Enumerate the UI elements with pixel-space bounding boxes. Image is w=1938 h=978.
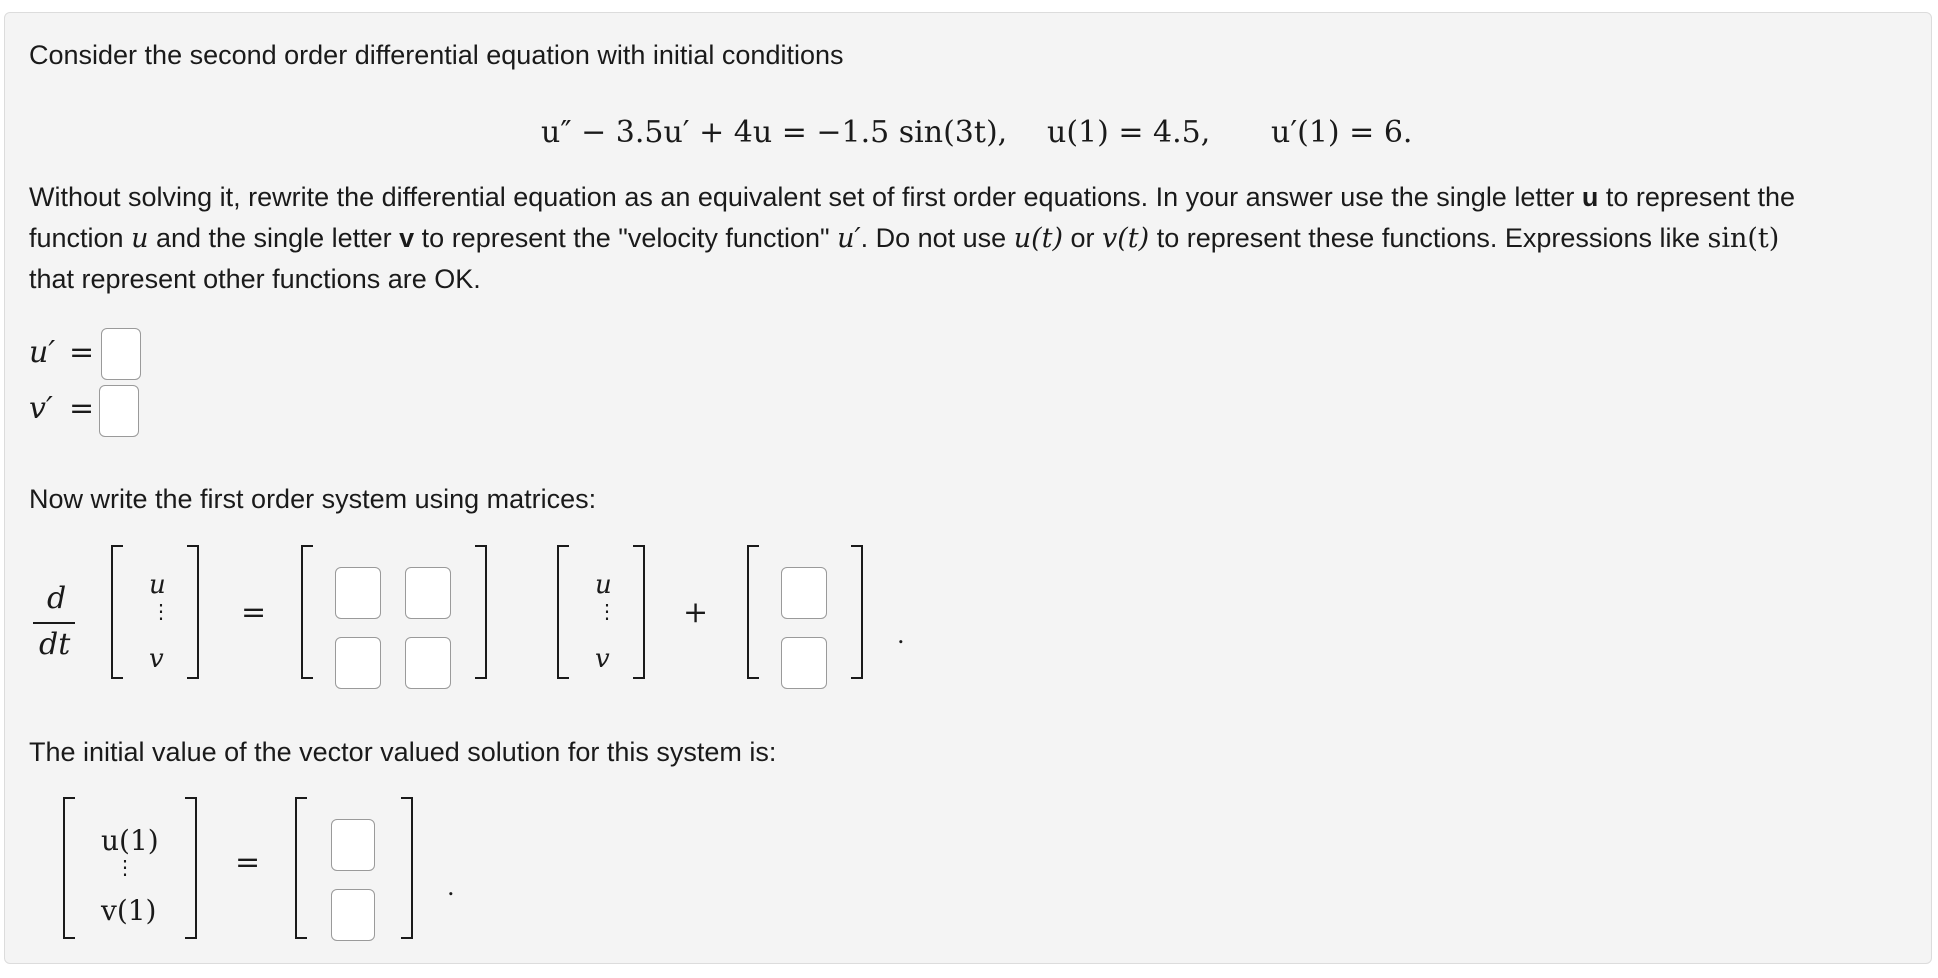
forcing-f2-input[interactable] [781,637,827,689]
left-vector-bracket-open [111,545,123,679]
forcing-f1-input[interactable] [781,567,827,619]
problem-panel [4,12,1932,964]
left-vector-bracket-close [187,545,199,679]
intro-text: Consider the second order differential equation with initial conditions [29,40,844,70]
initial-period: . [447,873,455,901]
matrix-a22-input[interactable] [405,637,451,689]
right-vector-u: u [595,570,612,600]
initial-vector-u1: u(1) [101,824,159,857]
instructions-line-3: that represent other functions are OK. [29,264,481,294]
derivative-dt: dt [39,627,71,662]
initial-condition-uprime: u′(1) = 6. [1271,115,1413,150]
vdots: ⋮ [597,599,617,623]
left-vector-u: u [149,570,166,600]
initial-condition-u: u(1) = 4.5, [1047,115,1211,150]
initial-u1-answer-input[interactable] [331,819,375,871]
instructions-line-1: Without solving it, rewrite the differential equation as an equivalent set of first order equations. In your answer use the single letter u to represent the [29,182,1795,212]
vdots: ⋮ [115,855,135,879]
initial-equals: = [235,845,261,880]
v-prime-answer-input[interactable] [99,385,139,437]
initial-answer-bracket-close [401,797,413,939]
u-prime-equals: = [69,335,95,370]
letter-v-bold: v [399,223,415,253]
initial-answer-bracket-open [295,797,307,939]
matrix-bracket-open [301,545,313,679]
derivative-d: d [47,581,67,616]
matrix-bracket-close [475,545,487,679]
plus-sign: + [683,595,709,630]
matrix-a21-input[interactable] [335,637,381,689]
instructions-line-2: function u and the single letter v to represent the "velocity function" u′. Do not use u(t) or v(t) to represent these functions. Expressions like sin(t) [29,223,1780,254]
matrix-a12-input[interactable] [405,567,451,619]
u-prime-label: u′ [29,335,56,370]
v-prime-label: v′ [29,391,53,426]
initial-v1-answer-input[interactable] [331,889,375,941]
initial-vector-v1: v(1) [101,894,157,927]
u-prime-answer-input[interactable] [101,328,141,380]
matrix-prompt: Now write the first order system using matrices: [29,484,597,514]
fraction-bar [33,622,75,624]
right-vector-bracket-close [633,545,645,679]
forcing-vector-bracket-open [747,545,759,679]
initial-vector-bracket-close [185,797,197,939]
ode-equation: u″ − 3.5u′ + 4u = −1.5 sin(3t), [541,115,1008,150]
matrix-period: . [897,621,905,649]
initial-vector-bracket-open [63,797,75,939]
right-vector-bracket-open [557,545,569,679]
matrix-a11-input[interactable] [335,567,381,619]
right-vector-v: v [595,644,610,674]
forcing-vector-bracket-close [851,545,863,679]
v-prime-equals: = [69,391,95,426]
initial-prompt: The initial value of the vector valued solution for this system is: [29,737,777,767]
matrix-equals: = [241,595,267,630]
left-vector-v: v [149,644,164,674]
letter-u-bold: u [1581,182,1599,212]
vdots: ⋮ [151,599,171,623]
